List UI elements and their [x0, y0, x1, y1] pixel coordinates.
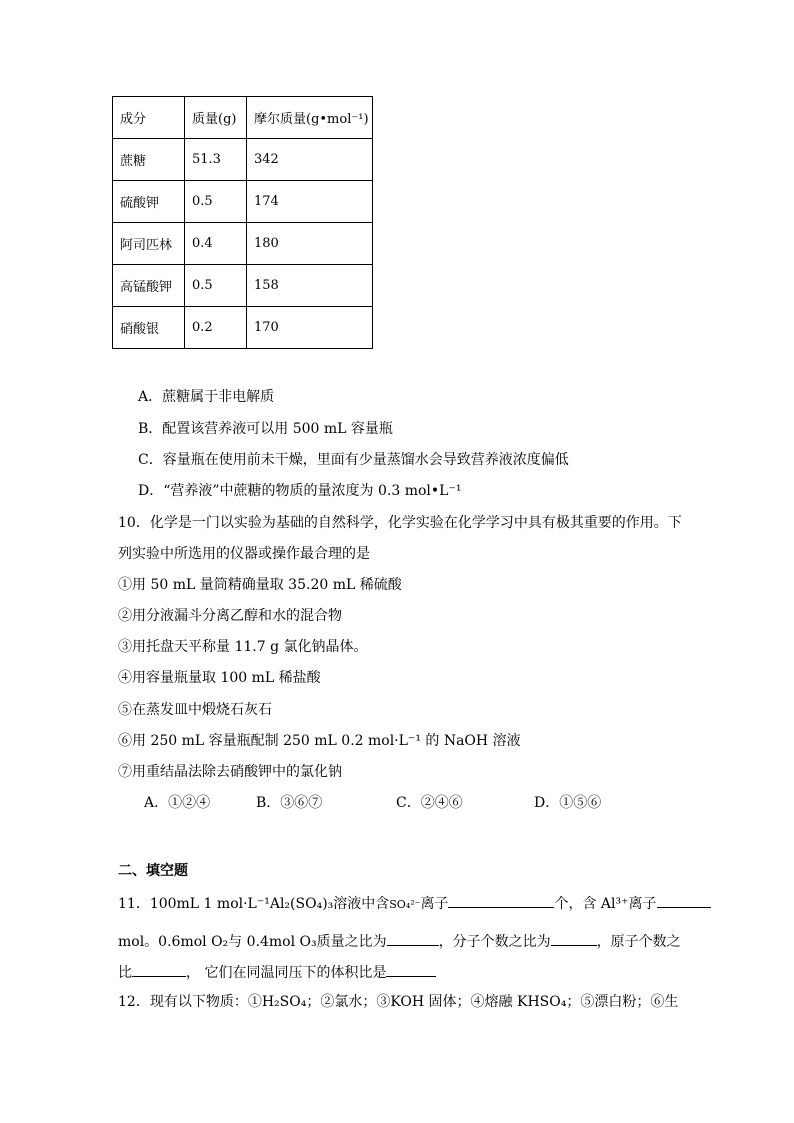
q11-text: 离子	[420, 896, 449, 912]
q10-choice-c: C．②④⑥	[396, 795, 463, 811]
q9-option-a: A．蔗糖属于非电解质	[138, 389, 275, 405]
q10-item-2: ②用分液漏斗分离乙醇和水的混合物	[118, 608, 342, 624]
answer-blank[interactable]	[448, 892, 554, 908]
table-row	[113, 139, 373, 181]
table-cell: 0.5	[185, 181, 247, 223]
q10-item-5: ⑤在蒸发皿中煅烧石灰石	[118, 702, 272, 718]
table-cell: 0.5	[185, 265, 247, 307]
q10-item-3: ③用托盘天平称量 11.7 g 氯化钠晶体。	[118, 639, 368, 655]
q10-choice-a: A．①②④	[144, 795, 211, 811]
table-cell: 硝酸银	[113, 307, 185, 349]
answer-blank[interactable]	[386, 961, 436, 977]
table-cell: 170	[247, 307, 373, 349]
sulfate-ion-formula: SO₄²⁻	[389, 898, 421, 911]
q11-text: ，原子个数之	[596, 934, 681, 950]
answer-blank[interactable]	[657, 892, 711, 908]
table-cell: 51.3	[185, 139, 247, 181]
q11-text: 11．100mL 1 mol·L⁻¹Al₂(SO₄)₃溶液中含	[118, 896, 390, 912]
q11-line1	[118, 892, 711, 915]
q11-text: ，分子个数之比为	[438, 934, 551, 950]
table-cell: 158	[247, 265, 373, 307]
q10-item-1: ①用 50 mL 量筒精确量取 35.20 mL 稀硫酸	[118, 577, 402, 593]
table-header-cell: 成分	[113, 97, 185, 139]
table-cell: 0.2	[185, 307, 247, 349]
q12-line1: 12．现有以下物质：①H₂SO₄；②氯水；③KOH 固体；④熔融 KHSO₄；⑤漂白粉；⑥生	[118, 994, 679, 1010]
table-cell: 硫酸钾	[113, 181, 185, 223]
q11-line3	[118, 961, 436, 983]
table-header-row	[113, 97, 373, 139]
q11-text: 个，含 Al³⁺离子	[554, 896, 657, 912]
q10-choice-b: B．③⑥⑦	[256, 795, 323, 811]
table-row	[113, 181, 373, 223]
table-cell: 阿司匹林	[113, 223, 185, 265]
q10-item-7: ⑦用重结晶法除去硝酸钾中的氯化钠	[118, 764, 342, 780]
table-cell: 180	[247, 223, 373, 265]
q10-choice-d: D．①⑤⑥	[534, 795, 602, 811]
q10-stem-line2: 列实验中所选用的仪器或操作最合理的是	[118, 546, 370, 562]
q9-option-d: D．“营养液”中蔗糖的物质的量浓度为 0.3 mol•L⁻¹	[138, 483, 462, 499]
answer-blank[interactable]	[387, 930, 439, 946]
composition-table	[112, 96, 373, 349]
table-row	[113, 223, 373, 265]
answer-blank[interactable]	[132, 961, 186, 977]
table-cell: 高锰酸钾	[113, 265, 185, 307]
q10-stem-line1: 10．化学是一门以实验为基础的自然科学，化学实验在化学学习中具有极其重要的作用。下	[118, 515, 682, 531]
q9-option-b: B．配置该营养液可以用 500 mL 容量瓶	[138, 421, 393, 437]
table-cell: 蔗糖	[113, 139, 185, 181]
q9-option-c: C．容量瓶在使用前未干燥，里面有少量蒸馏水会导致营养液浓度偏低	[138, 452, 569, 468]
q11-text: 比	[118, 965, 132, 981]
answer-blank[interactable]	[551, 930, 597, 946]
q11-text: ， 它们在同温同压下的体积比是	[186, 965, 387, 981]
table-row	[113, 265, 373, 307]
table-cell: 174	[247, 181, 373, 223]
table-header-cell: 摩尔质量(g•mol⁻¹)	[247, 97, 373, 139]
table-header-cell: 质量(g)	[185, 97, 247, 139]
table-cell: 0.4	[185, 223, 247, 265]
table-row	[113, 307, 373, 349]
q10-item-6: ⑥用 250 mL 容量瓶配制 250 mL 0.2 mol·L⁻¹ 的 NaOH 溶液	[118, 733, 521, 749]
q11-text: mol。0.6mol O₂与 0.4mol O₃质量之比为	[118, 934, 387, 950]
q11-line2	[118, 930, 681, 952]
table-cell: 342	[247, 139, 373, 181]
section-title: 二、填空题	[118, 863, 188, 879]
q10-item-4: ④用容量瓶量取 100 mL 稀盐酸	[118, 670, 321, 686]
